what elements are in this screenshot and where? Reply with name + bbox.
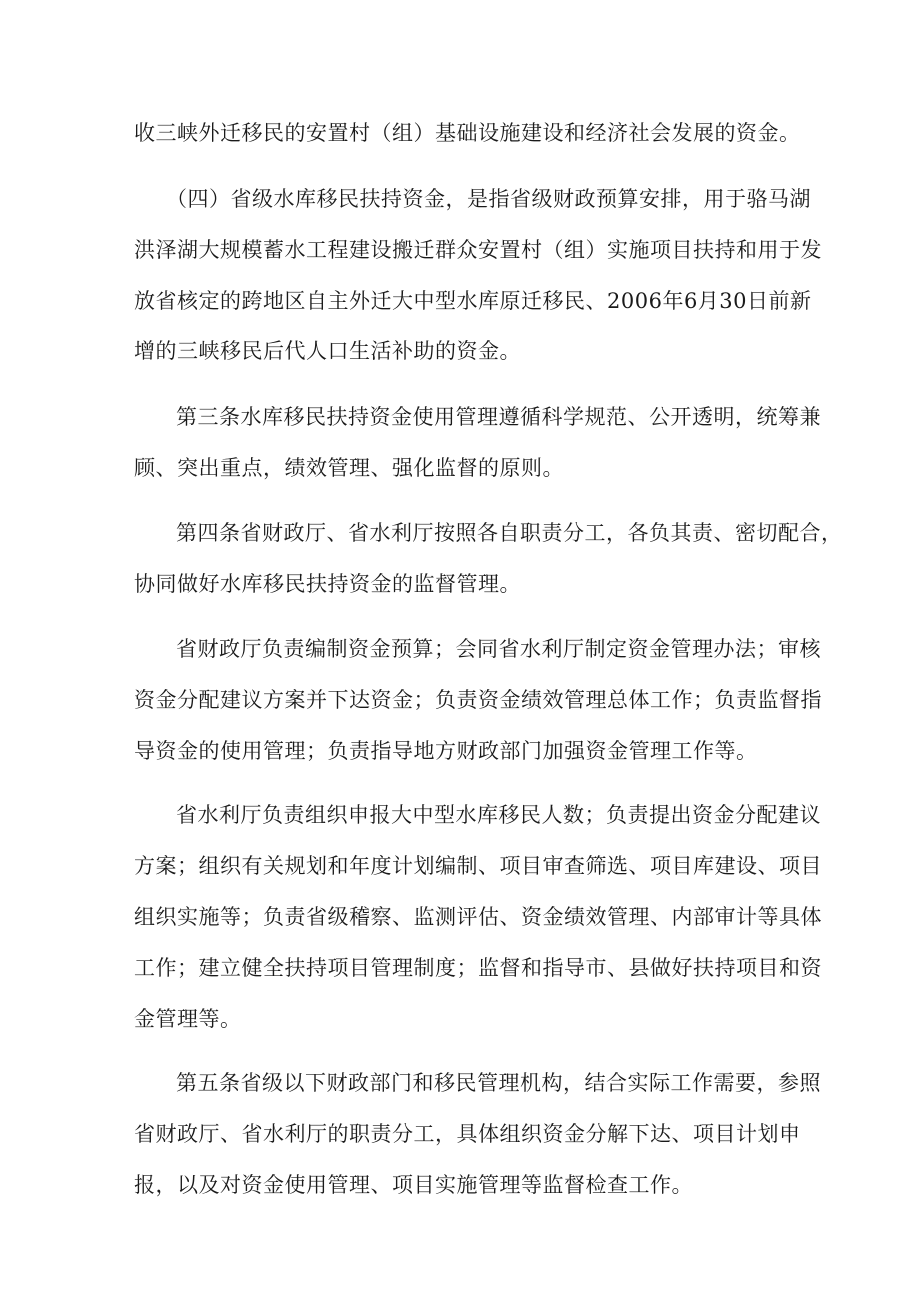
paragraph-line: 增的三峡移民后代人口生活补助的资金。 (134, 339, 521, 363)
paragraph-line: 组织实施等；负责省级稽察、监测评估、资金绩效管理、内部审计等具体 (134, 905, 822, 929)
paragraph-line: 洪泽湖大规模蓄水工程建设搬迁群众安置村（组）实施项目扶持和用于发 (134, 238, 822, 262)
paragraph-line: 收三峡外迁移民的安置村（组）基础设施建设和经济社会发展的资金。 (134, 121, 801, 145)
paragraph-line: 省财政厅负责编制资金预算；会同省水利厅制定资金管理办法；审核 (176, 637, 821, 661)
paragraph-line: 协同做好水库移民扶持资金的监督管理。 (134, 572, 521, 596)
paragraph-line: 省水利厅负责组织申报大中型水库移民人数；负责提出资金分配建议 (176, 803, 821, 827)
paragraph-line: 资金分配建议方案并下达资金；负责资金绩效管理总体工作；负责监督指 (134, 688, 822, 712)
paragraph-line: 导资金的使用管理；负责指导地方财政部门加强资金管理工作等。 (134, 739, 758, 763)
paragraph-line: 报，以及对资金使用管理、项目实施管理等监督检查工作。 (134, 1173, 693, 1197)
paragraph-line: 顾、突出重点，绩效管理、强化监督的原则。 (134, 456, 564, 480)
paragraph-line: 金管理等。 (134, 1007, 242, 1031)
paragraph-line: 第五条省级以下财政部门和移民管理机构，结合实际工作需要，参照 (176, 1071, 821, 1095)
paragraph-line: （四）省级水库移民扶持资金，是指省级财政预算安排，用于骆马湖 (166, 187, 811, 211)
paragraph-line: 第三条水库移民扶持资金使用管理遵循科学规范、公开透明，统筹兼 (176, 405, 821, 429)
paragraph-line: 方案；组织有关规划和年度计划编制、项目审查筛选、项目库建设、项目 (134, 854, 822, 878)
paragraph-line: 工作；建立健全扶持项目管理制度；监督和指导市、县做好扶持项目和资 (134, 956, 822, 980)
paragraph-line: 放省核定的跨地区自主外迁大中型水库原迁移民、2006年6月30日前新 (134, 289, 812, 313)
paragraph-line: 省财政厅、省水利厅的职责分工，具体组织资金分解下达、项目计划申 (134, 1122, 801, 1146)
paragraph-line: 第四条省财政厅、省水利厅按照各自职责分工，各负其责、密切配合， (176, 521, 843, 545)
